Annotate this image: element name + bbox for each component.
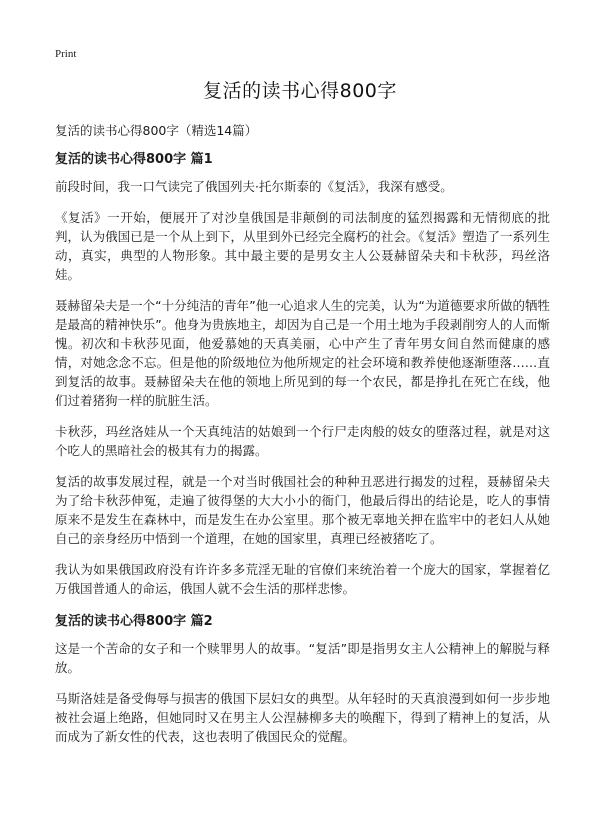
print-label: Print <box>55 48 77 60</box>
article-body <box>55 148 550 758</box>
paragraph: 这是一个苦命的女子和一个赎罪男人的故事。“复活”即是指男女主人公精神上的解脱与释放。 <box>55 641 550 675</box>
paragraph: 前段时间，我一口气读完了俄国列夫·托尔斯泰的《复活》，我深有感受。 <box>55 179 453 194</box>
paragraph: 复活的故事发展过程，就是一个对当时俄国社会的种种丑恶进行揭发的过程，聂赫留朵夫为了给卡秋莎伸冤，走遍了彼得堡的大大小小的衙门，他最后得出的结论是，吃人的事情原来不是发生在森林中，而是发生在办公室里。那个被无辜地关押在监牢中的老妇人从她自己的亲身经历中悟到一个道理，在她的国家里，真理已经被猪吃了。 <box>55 474 550 546</box>
paragraph: 我认为如果俄国政府没有许许多多荒淫无耻的官僚们来统治着一个庞大的国家，掌握着亿万俄国普通人的命运，俄国人就不会生活的那样悲惨。 <box>55 562 550 596</box>
section-heading-2: 复活的读书心得800字 篇2 <box>55 614 213 629</box>
paragraph: 卡秋莎，玛丝洛娃从一个天真纯洁的姑娘到一个行尸走肉般的妓女的堕落过程，就是对这个吃人的黑暗社会的极其有力的揭露。 <box>55 424 550 458</box>
paragraph: 《复活》一开始，便展开了对沙皇俄国是非颠倒的司法制度的猛烈揭露和无情彻底的批判，认为俄国已是一个从上到下，从里到外已经完全腐朽的社会。《复活》塑造了一系列生动，真实，典型的人物形象。其中最主要的是男女主人公聂赫留朵夫和卡秋莎，玛丝洛娃。 <box>55 210 550 282</box>
section-heading-1: 复活的读书心得800字 篇1 <box>55 152 213 167</box>
paragraph: 聂赫留朵夫是一个“十分纯洁的青年”他一心追求人生的完美，认为“为道德要求所做的牺牲是最高的精神快乐”。他身为贵族地主，却因为自己是一个用土地为手段剥削穷人的人而惭愧。初次和卡秋莎见面，他爱慕她的天真美丽，心中产生了青年男女间自然而健康的感情，对她念念不忘。但是他的阶级地位为他所规定的社会环境和教养使他逐渐堕落……直到复活的故事。聂赫留朵夫在他的领地上所见到的每一个农民，都是挣扎在死亡在线，他们过着猪狗一样的肮脏生活。 <box>55 298 550 408</box>
page-subtitle: 复活的读书心得800字（精选14篇） <box>55 123 258 138</box>
page-title: 复活的读书心得800字 <box>203 80 397 102</box>
paragraph: 马斯洛娃是备受侮辱与损害的俄国下层妇女的典型。从年轻时的天真浪漫到如何一步步地被社会逼上绝路，但她同时又在男主人公涅赫柳多夫的唤醒下，得到了精神上的复活，从而成为了新女性的代表，这也表明了俄国民众的觉醒。 <box>55 691 550 744</box>
